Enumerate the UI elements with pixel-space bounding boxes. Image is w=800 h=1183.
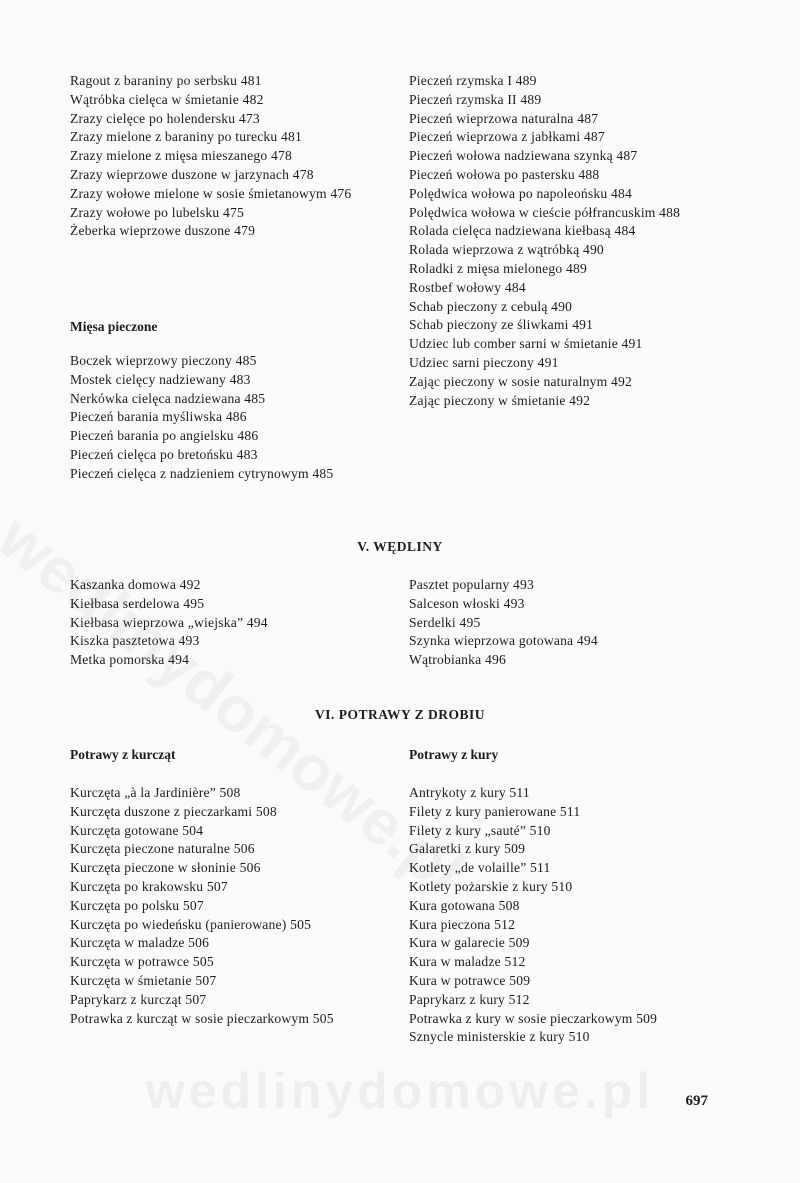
index-entry: Kurczęta pieczone naturalne 506 [70, 841, 255, 857]
index-entry: Pieczeń rzymska II 489 [409, 91, 542, 107]
index-entry: Żeberka wieprzowe duszone 479 [70, 223, 256, 239]
index-column-kurczeta [70, 746, 370, 1028]
index-entry: Serdelki 495 [409, 614, 481, 630]
index-entry: Pieczeń wieprzowa naturalna 487 [409, 110, 599, 126]
index-entry: Zrazy mielone z baraniny po turecku 481 [70, 129, 303, 145]
index-entry: Nerkówka cielęca nadziewana 485 [70, 390, 266, 406]
index-column-kura [409, 746, 709, 1047]
index-entry: Metka pomorska 494 [70, 652, 190, 668]
index-entry: Kaszanka domowa 492 [70, 577, 201, 592]
index-entry: Pieczeń wieprzowa z jabłkami 487 [409, 129, 605, 145]
roast-heading: Mięsa pieczone [70, 319, 158, 334]
index-entry: Kurczęta po wiedeńsku (panierowane) 505 [70, 916, 312, 932]
index-entry: Rolada cielęca nadziewana kiełbasą 484 [409, 223, 636, 239]
index-entry: Filety z kury panierowane 511 [409, 803, 581, 819]
index-entry: Sznycle ministerskie z kury 510 [409, 1029, 590, 1045]
index-entry: Zrazy mielone z mięsa mieszanego 478 [70, 148, 292, 164]
index-entry: Zrazy wołowe mielone w sosie śmietanowym 476 [70, 185, 352, 201]
index-entry: Pieczeń cielęca z nadzieniem cytrynowym 485 [70, 465, 334, 481]
index-entry: Zając pieczony w śmietanie 492 [409, 392, 591, 408]
index-entry: Zrazy wołowe po lubelsku 475 [70, 204, 244, 220]
kura-heading: Potrawy z kury [409, 747, 499, 762]
kurczeta-heading: Potrawy z kurcząt [70, 747, 176, 762]
index-entry: Kura w galarecie 509 [409, 935, 530, 951]
index-entry: Zając pieczony w sosie naturalnym 492 [409, 373, 632, 389]
index-entry: Wątróbka cielęca w śmietanie 482 [70, 91, 264, 107]
index-entry: Kura w potrawce 509 [409, 972, 531, 988]
index-entry: Zrazy cielęce po holendersku 473 [70, 110, 260, 126]
index-entry: Kurczęta gotowane 504 [70, 822, 204, 838]
index-entry: Udziec sarni pieczony 491 [409, 354, 559, 370]
index-entry: Zrazy wieprzowe duszone w jarzynach 478 [70, 166, 314, 182]
index-entry: Kiszka pasztetowa 493 [70, 633, 200, 649]
index-entry: Pasztet popularny 493 [409, 577, 535, 592]
index-entry: Kura pieczona 512 [409, 916, 516, 932]
index-entry: Kurczęta po polsku 507 [70, 897, 204, 913]
index-entry: Pieczeń wołowa nadziewana szynką 487 [409, 148, 638, 164]
index-entry: Filety z kury „sauté” 510 [409, 822, 551, 838]
index-entry: Potrawka z kurcząt w sosie pieczarkowym 505 [70, 1010, 334, 1026]
index-entry: Galaretki z kury 509 [409, 841, 526, 857]
index-column-top-right [409, 72, 709, 410]
index-entry: Salceson włoski 493 [409, 595, 525, 611]
index-entry: Kurczęta „à la Jardinière” 508 [70, 785, 241, 800]
index-entry: Kurczęta w śmietanie 507 [70, 972, 217, 988]
index-entry: Kiełbasa serdelowa 495 [70, 595, 205, 611]
index-entry: Boczek wieprzowy pieczony 485 [70, 353, 257, 368]
index-entry: Kotlety „de volaille” 511 [409, 860, 551, 876]
index-entry: Mostek cielęcy nadziewany 483 [70, 371, 251, 387]
index-entry: Paprykarz z kury 512 [409, 991, 530, 1007]
index-entry: Pieczeń barania myśliwska 486 [70, 409, 247, 425]
index-entry: Pieczeń wołowa po pastersku 488 [409, 166, 600, 182]
index-entry: Rolada wieprzowa z wątróbką 490 [409, 242, 604, 258]
index-entry: Udziec lub comber sarni w śmietanie 491 [409, 336, 643, 352]
index-entry: Kurczęta pieczone w słoninie 506 [70, 860, 261, 876]
index-entry: Potrawka z kury w sosie pieczarkowym 509 [409, 1010, 658, 1026]
index-entry: Kurczęta w potrawce 505 [70, 954, 214, 970]
index-entry: Kotlety pożarskie z kury 510 [409, 878, 573, 894]
index-entry: Polędwica wołowa w cieście półfrancuskim 488 [409, 204, 681, 220]
index-entry: Wątrobianka 496 [409, 652, 506, 668]
index-entry: Pieczeń rzymska I 489 [409, 73, 537, 88]
index-entry: Polędwica wołowa po napoleońsku 484 [409, 185, 632, 201]
index-entry: Schab pieczony ze śliwkami 491 [409, 317, 594, 333]
index-entry: Pieczeń barania po angielsku 486 [70, 428, 259, 444]
index-entry: Schab pieczony z cebulą 490 [409, 298, 573, 314]
index-entry: Kura w maladze 512 [409, 954, 526, 970]
index-column-roast [70, 318, 370, 484]
index-column-wedliny-left [70, 576, 370, 670]
index-entry: Kura gotowana 508 [409, 897, 520, 913]
index-entry: Antrykoty z kury 511 [409, 785, 530, 800]
index-entry: Kiełbasa wieprzowa „wiejska” 494 [70, 614, 268, 630]
index-column-wedliny-right [409, 576, 709, 670]
section-title-wedliny: V. WĘDLINY [357, 539, 443, 554]
index-entry: Kurczęta po krakowsku 507 [70, 878, 228, 894]
index-entry: Szynka wieprzowa gotowana 494 [409, 633, 598, 649]
index-entry: Pieczeń cielęca po bretońsku 483 [70, 446, 258, 462]
watermark-bottom: wedlinydomowe.pl [145, 1063, 655, 1119]
index-entry: Rostbef wołowy 484 [409, 279, 526, 295]
index-entry: Paprykarz z kurcząt 507 [70, 991, 207, 1007]
index-entry: Kurczęta w maladze 506 [70, 935, 210, 951]
index-entry: Ragout z baraniny po serbsku 481 [70, 73, 262, 88]
index-column-top-left [70, 72, 370, 241]
index-entry: Kurczęta duszone z pieczarkami 508 [70, 803, 277, 819]
index-entry: Roladki z mięsa mielonego 489 [409, 260, 587, 276]
section-title-drob: VI. POTRAWY Z DROBIU [314, 707, 486, 722]
page-number: 697 [685, 1093, 708, 1109]
